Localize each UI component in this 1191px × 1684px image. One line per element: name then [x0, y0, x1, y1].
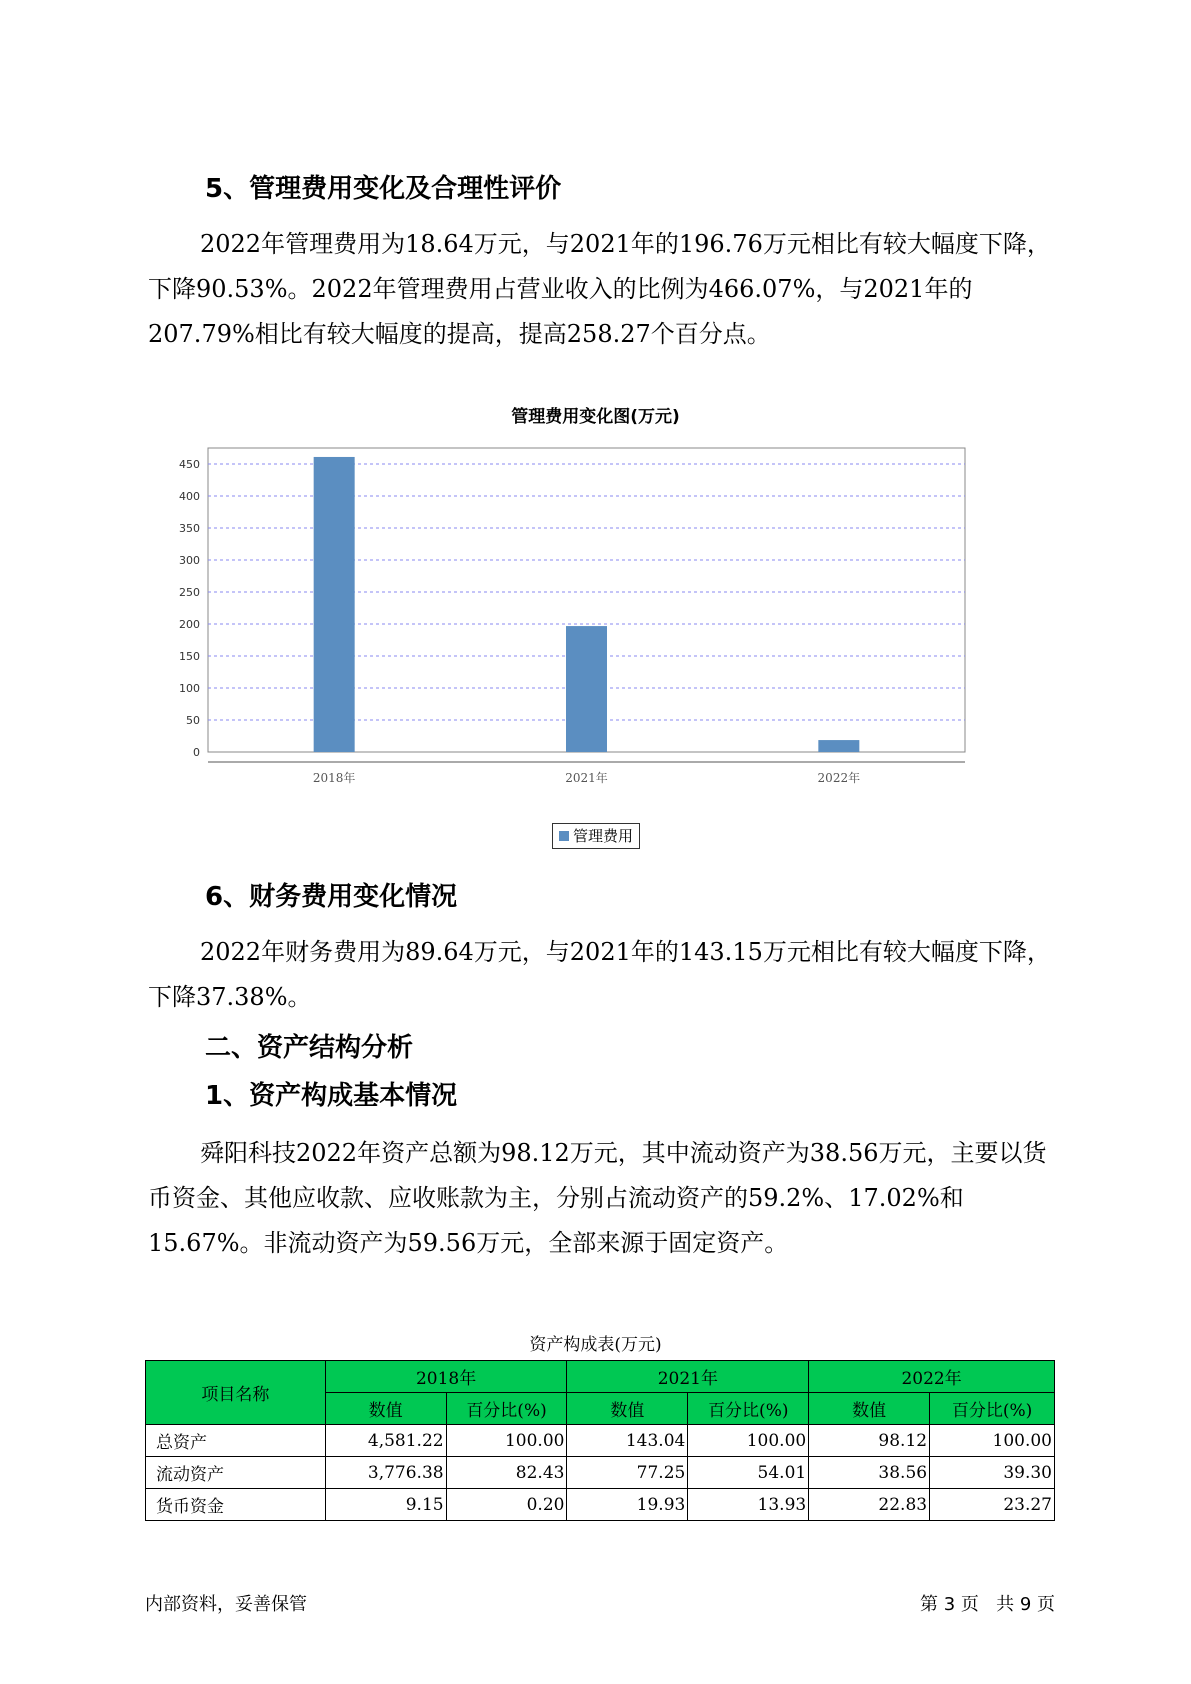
- cell: 19.93: [567, 1489, 688, 1521]
- x-tick-label: 2022年: [817, 771, 861, 785]
- cell: 22.83: [809, 1489, 930, 1521]
- footer-page-number: 第 3 页 共 9 页: [920, 1594, 1055, 1615]
- section-5-heading: 5、管理费用变化及合理性评价: [205, 174, 562, 204]
- management-expense-chart: [160, 440, 970, 785]
- cell: 39.30: [930, 1457, 1055, 1489]
- y-tick-label: 0: [193, 746, 200, 759]
- cell: 98.12: [809, 1425, 930, 1457]
- bar-2021年: [566, 626, 607, 752]
- table-caption: 资产构成表(万元): [529, 1335, 662, 1355]
- table-row: [146, 1489, 1055, 1521]
- table-row: [146, 1425, 1055, 1457]
- row-name: 流动资产: [146, 1457, 326, 1489]
- section-two-1-paragraph: 舜阳科技2022年资产总额为98.12万元，其中流动资产为38.56万元，主要以货币资金、其他应收款、应收账款为主，分别占流动资产的59.2%、17.02%和15.67%。非流动资产为59.56万元，全部来源于固定资产。: [148, 1139, 1047, 1257]
- cell: 100.00: [930, 1425, 1055, 1457]
- legend-label: 管理费用: [573, 827, 634, 845]
- x-tick-label: 2018年: [312, 771, 356, 785]
- header-year-2022: 2022年: [809, 1361, 1055, 1393]
- header-percent: 百分比(%): [930, 1393, 1055, 1425]
- y-tick-label: 200: [179, 618, 200, 631]
- y-tick-label: 50: [186, 714, 200, 727]
- section-6-heading: 6、财务费用变化情况: [205, 882, 458, 912]
- section-5-paragraph: 2022年管理费用为18.64万元，与2021年的196.76万元相比有较大幅度下降，下降90.53%。2022年管理费用占营业收入的比例为466.07%，与2021年的207.79%相比有较大幅度的提高，提高258.27个百分点。: [148, 230, 1051, 348]
- x-tick-label: 2021年: [565, 771, 608, 785]
- legend-swatch: [559, 831, 569, 841]
- y-tick-label: 250: [179, 586, 200, 599]
- chart-legend: [552, 823, 640, 849]
- y-tick-label: 100: [179, 682, 200, 695]
- cell: 3,776.38: [325, 1457, 446, 1489]
- header-year-2018: 2018年: [325, 1361, 567, 1393]
- y-tick-label: 450: [179, 458, 200, 471]
- cell: 143.04: [567, 1425, 688, 1457]
- header-year-2021: 2021年: [567, 1361, 809, 1393]
- cell: 54.01: [688, 1457, 809, 1489]
- header-percent: 百分比(%): [688, 1393, 809, 1425]
- chart-title: 管理费用变化图(万元): [511, 407, 680, 427]
- header-item-name: 项目名称: [146, 1361, 326, 1425]
- y-tick-label: 400: [179, 490, 200, 503]
- section-two-1-heading: 1、资产构成基本情况: [205, 1081, 458, 1111]
- y-tick-label: 300: [179, 554, 200, 567]
- cell: 23.27: [930, 1489, 1055, 1521]
- header-value: 数值: [567, 1393, 688, 1425]
- cell: 82.43: [446, 1457, 567, 1489]
- cell: 100.00: [446, 1425, 567, 1457]
- table-row: [146, 1457, 1055, 1489]
- section-two-heading: 二、资产结构分析: [205, 1033, 414, 1063]
- cell: 4,581.22: [325, 1425, 446, 1457]
- bar-2018年: [314, 457, 355, 752]
- cell: 9.15: [325, 1489, 446, 1521]
- cell: 77.25: [567, 1457, 688, 1489]
- header-value: 数值: [809, 1393, 930, 1425]
- footer-left: 内部资料，妥善保管: [145, 1594, 307, 1615]
- header-percent: 百分比(%): [446, 1393, 567, 1425]
- cell: 38.56: [809, 1457, 930, 1489]
- section-6-paragraph: 2022年财务费用为89.64万元，与2021年的143.15万元相比有较大幅度下降，下降37.38%。: [148, 938, 1051, 1011]
- y-tick-label: 150: [179, 650, 200, 663]
- asset-composition-table: [145, 1360, 1055, 1521]
- row-name: 总资产: [146, 1425, 326, 1457]
- row-name: 货币资金: [146, 1489, 326, 1521]
- cell: 100.00: [688, 1425, 809, 1457]
- cell: 0.20: [446, 1489, 567, 1521]
- y-tick-label: 350: [179, 522, 200, 535]
- header-value: 数值: [325, 1393, 446, 1425]
- bar-2022年: [818, 740, 859, 752]
- cell: 13.93: [688, 1489, 809, 1521]
